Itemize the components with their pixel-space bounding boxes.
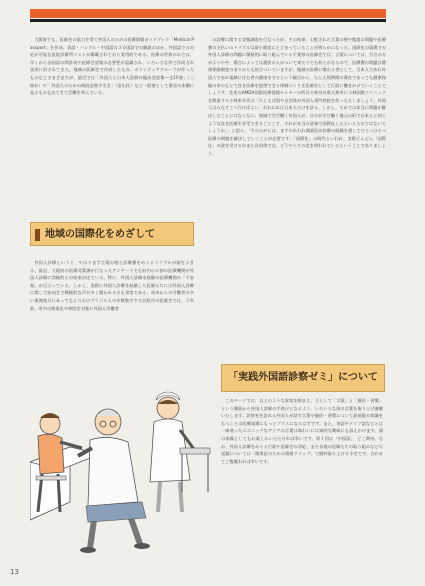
paragraph: 大阪府でも、医師会の協力を得て外国人のための医療情報ガイドブック「Medical Passport」を作成、英語・ハングル・中国語の３カ国語での解説のほか、外国語での対応が可能な医院診療所リストが掲載されており実用的である。医療の世界のみでは、早くから各国語の問診表や医療会話集の必要性が認識され、いろいろな形で作成され実用に供されてきた。地域の医師会で作成したもの、ボランティアグループが作ったものなどさまざまだが、最近では「外国人と日本人医師の臨床会話集―全10巻」（三修社）や「外国人のための病院必携手引き」（信山社）など一般書として書店の本棚に並ぶものも出てきて活躍を呼んでいる。 [30, 37, 194, 96]
page-number: 13 [10, 568, 19, 576]
section-heading-right [221, 364, 385, 392]
heading-marker-icon [35, 229, 40, 241]
left-column-text-bottom [30, 259, 194, 312]
paragraph: このページでは、以上のような事実を踏まえ、主として「言葉」と「風俗・習慣」という側面から外国人診療の手助けとなるよう、いろいろな国の言葉を取り上げ連載いたします。診察室を訪れる外国人が話す言葉や風俗・習慣について最低限の知識をもつことは医療現場にもっとプラスになるはずです。また、英語やドイツ語などとは一味違ったエスニックなアジアの言葉は味わいには知的な興味にも訴えかけます。頭の体操としてもお楽しみいただければ幸いです。第１回は「中国語」、どこ期待。なお、外国人診療をめぐる行政や医師会の対応、また各地の医師たちの取り組みなどの話題については「開業医のための情報クリップ」で随時取り上げる予定です。合わせてご覧載われば幸いです。 [221, 398, 383, 464]
right-column-text-top [208, 36, 386, 158]
paragraph: の診療に関する実態調査を行なったが、その結果、心配された言葉の壁や態度の問題や医療費の支払いのトラブルは最小限度にとどまっていることが明らかになった。国際化の現場での外国人診療の問題に積極的に取り組んでいる千葉県の医師会では、言葉については、方言の方がよりやや、場合によっては通訳の人がついて来たりでも何とかなるので、医療費の問題は健康保険制度のありかたも結びついていますが、地域の医療に携わる者として、日本人であれ外国人であれ地域に住む者の健康を守るという観点から、たとえ短期間の滞在であっても健康保険の傘のもとで良き医療を提供できる体制づくりを医師会として行政に働きかけていくことでしょうす。先述のAMDA国際医療情報センターの所長で神奈川県大和市に小林国際クリニックを開業する小林米幸氏は「たとえば国や自治体が外国人専門病院を作ったとしましょう。外国人はみなそこへ行けばよい、われわれは日本人だけを診る、しかし、それでは本当に問題が解決したことにはならない。地域で学び働く外国人が、自分が学び働く地元の町で日本人と同じような良き医療を享受できることこそ、それが本当の意味で国際化したといえるのではないでしょうか。」と語る。「そのためには、まずわれわれ開業医が診療の経験を通してひとつひとつ医療の問題を解決していくことが必要です」「国際化」の時代といわれ、実際どんどん「国際化」の波を受けるがまた自治体では、どうやらその走を問われているということでありましょう。 [208, 37, 386, 156]
right-column-text-bottom [221, 397, 383, 465]
section-heading-left [30, 222, 194, 246]
paragraph: 外国人診療というと、やはりまず言葉の壁と診療費をめぐるトラブルが頭をよぎる。最近、大阪府の医療対策課が行なったアンケートでも府内の６割の医療機関が外国人診療に消極的との結果が出ている。特に、外国人診療未経験の医療機関の「不安視」が目立っている。しかし、実際に外国人診療を経験した医師たちには外国人診療に関して前向きで積極的な声が多く聞かれるのも事実である。南米からの労働者の多い東海地方にあってもとりわけブラジル人の多数集中する浜松市の医師会では、２年前、市内の開業医や病院を対象に外国人労働者 [30, 260, 194, 311]
header-black-stripe [30, 19, 386, 22]
section-heading-left-text: 地域の国際化をめざして [45, 229, 155, 240]
section-heading-right-text: 「実践外国語診察ゼミ」について [228, 372, 378, 383]
left-column-text-top [30, 36, 194, 97]
header-orange-stripe [30, 9, 386, 18]
doctor-patient-illustration [30, 352, 215, 562]
